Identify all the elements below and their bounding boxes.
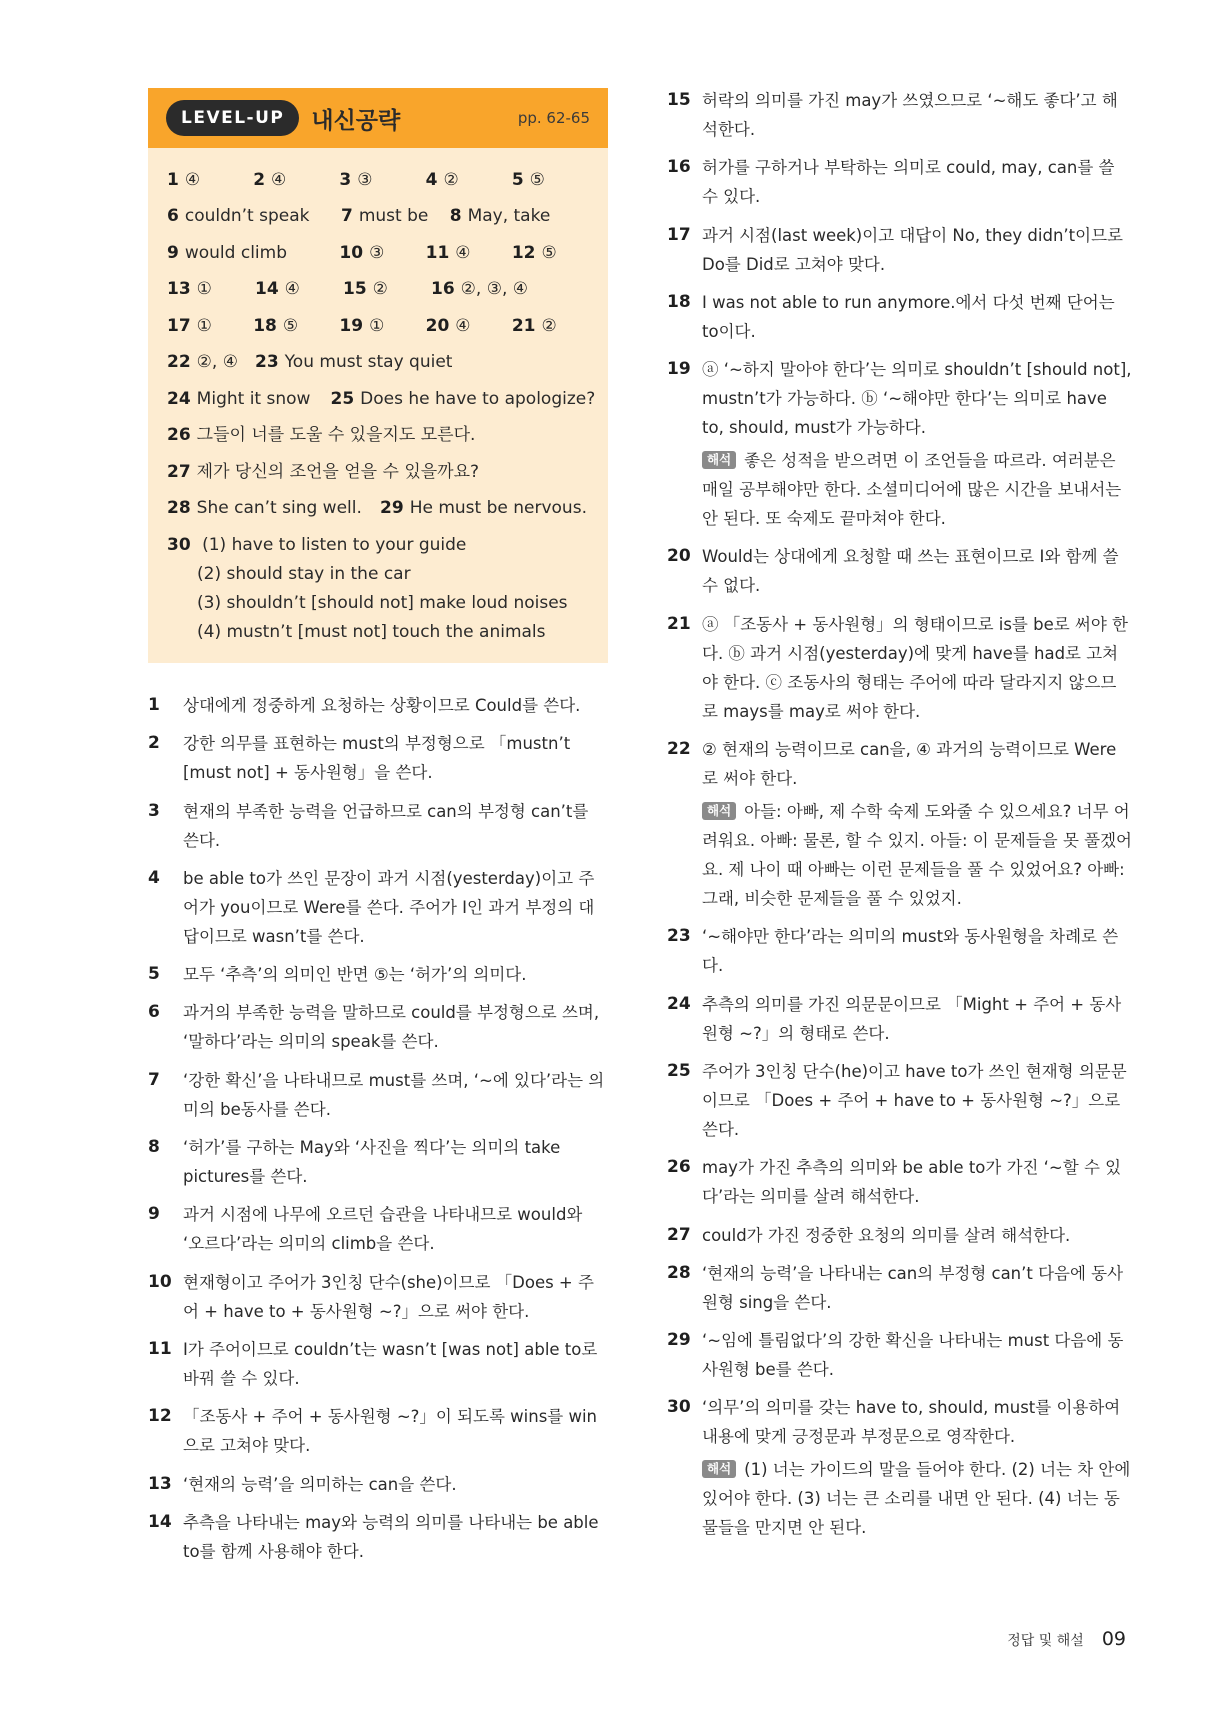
explanation-item: [148, 1066, 608, 1124]
explanation-item: [667, 542, 1132, 600]
explanation-text: may가 가진 추측의 의미와 be able to가 가진 ‘~할 수 있다’라는 의미를 살려 해석한다.: [702, 1158, 1122, 1207]
page-number: 09: [1101, 1628, 1126, 1650]
answer-number: 13: [167, 279, 191, 300]
answer-item: [512, 242, 598, 265]
explanation-number: 1: [148, 695, 160, 715]
explanation-text: ‘~임에 틀림없다’의 강한 확신을 나타내는 must 다음에 동사원형 be를 쓴다.: [702, 1331, 1124, 1380]
explanation-body: [702, 990, 1132, 1048]
translation-note: [702, 1455, 1132, 1542]
explanation-number: 4: [148, 867, 160, 888]
right-column: [667, 86, 1132, 1552]
answer-text: ③: [369, 242, 385, 263]
answer-item: [167, 169, 253, 192]
answer-text: ②, ③, ④: [460, 279, 529, 300]
explanation-item: [148, 1508, 608, 1566]
explanation-number: 11: [148, 1338, 172, 1359]
answer-item: [450, 205, 598, 228]
explanation-text: 상대에게 정중하게 요청하는 상황이므로 Could를 쓴다.: [183, 696, 581, 715]
translation-note: [702, 797, 1132, 913]
explanation-text: 과거 시점에 나무에 오르던 습관을 나타내므로 would와 ‘오르다’라는 의미의 climb을 쓴다.: [183, 1205, 583, 1254]
explanation-item: [667, 86, 1132, 144]
answer-text: ⑤: [529, 169, 545, 190]
explanation-item: [667, 1326, 1132, 1384]
answer-item: [167, 388, 330, 411]
answer-item: [167, 461, 597, 484]
explanation-body: [183, 1200, 608, 1258]
explanation-body: [702, 1326, 1132, 1384]
answer-row: [167, 235, 598, 272]
answer-item: [426, 169, 512, 192]
explanation-body: [702, 221, 1132, 279]
answer-number: 7: [340, 206, 353, 227]
answer-number: 29: [380, 498, 404, 519]
footer-label: 정답 및 해설: [1007, 1633, 1084, 1649]
answer-number: 11: [425, 242, 450, 263]
translation-text: (1) 너는 가이드의 말을 들어야 한다. (2) 너는 차 안에 있어야 한다. (3) 너는 큰 소리를 내면 안 된다. (4) 너는 동물들을 만지면 안 된다.: [702, 1460, 1131, 1538]
translation-text: 아들: 아빠, 제 수학 숙제 도와줄 수 있으세요? 너무 어려워요. 아빠: 물론, 할 수 있지. 아들: 이 문제들을 못 풀겠어요. 제 나이 때 아빠는 이런 문제들을 풀 수 있었어요? 아빠: 그래, 비슷한 문제들을 풀 수 있었지.: [702, 802, 1132, 909]
explanation-body: [702, 288, 1132, 346]
answer-text: You must stay quiet: [284, 352, 453, 373]
explanation-body: [183, 1268, 608, 1326]
answer-text: She can’t sing well.: [196, 498, 362, 519]
explanation-body: [702, 922, 1132, 980]
answer-text: ①: [369, 315, 385, 336]
explanation-item: [667, 1221, 1132, 1250]
explanation-number: 2: [148, 733, 160, 754]
answer-item: [255, 278, 343, 301]
explanation-number: 12: [148, 1406, 172, 1427]
explanation-item: [667, 288, 1132, 346]
explanation-text: Would는 상대에게 요청할 때 쓰는 표현이므로 I와 함께 쓸 수 없다.: [702, 547, 1119, 596]
answer-text: ④: [184, 169, 201, 190]
answer-row: [167, 381, 598, 418]
explanation-text: 허가를 구하거나 부탁하는 의미로 could, may, can를 쓸 수 있다.: [702, 158, 1115, 207]
answer-text: ④: [455, 315, 471, 336]
answer-number: 21: [511, 315, 536, 336]
explanation-item: [148, 1402, 608, 1460]
answer-item: [339, 315, 425, 338]
answer-text: Might it snow: [196, 388, 311, 409]
answer-text: May, take: [467, 206, 551, 227]
explanation-item: [667, 355, 1132, 533]
explanation-number: 10: [148, 1271, 172, 1292]
answer-text: ④: [284, 279, 300, 300]
explanation-text: could가 가진 정중한 요청의 의미를 살려 해석한다.: [702, 1225, 1071, 1245]
answer-number: 14: [255, 279, 279, 300]
answer-row: [167, 418, 598, 455]
explanation-body: [702, 542, 1132, 600]
answer-item: [380, 497, 598, 520]
explanation-body: [183, 797, 608, 855]
explanation-item: [148, 1268, 608, 1326]
explanation-text: ⓐ 「조동사 + 동사원형」의 형태이므로 is를 be로 써야 한다. ⓑ 과거 시점(yesterday)에 맞게 have를 had로 고쳐야 한다. ⓒ 조동사의 형태는 주어에 따라 달라지지 않으므로 mays를 may로 써야 한다.: [702, 614, 1128, 721]
explanation-text: 주어가 3인칭 단수(he)이고 have to가 쓰인 현재형 의문문이므로 「Does + 주어 + have to + 동사원형 ~?」으로 쓴다.: [702, 1061, 1127, 1139]
translation-tag: 해석: [702, 1460, 736, 1478]
answer-number: 8: [449, 206, 462, 227]
answer-text: ④: [271, 169, 287, 190]
answer-item: [512, 169, 598, 192]
answer-number: 5: [511, 169, 524, 190]
answer-rows: [167, 162, 598, 527]
answer-item: [167, 278, 255, 301]
answer-row: [167, 272, 598, 309]
explanation-item: [667, 990, 1132, 1048]
answer-number: 18: [253, 315, 277, 336]
explanation-text: ‘의무’의 의미를 갖는 have to, should, must를 이용하여 내용에 맞게 긍정문과 부정문으로 영작한다.: [702, 1398, 1121, 1447]
answer-item: [426, 242, 512, 265]
answer-item: [167, 205, 341, 228]
answer-text: couldn’t speak: [184, 206, 310, 227]
answer-item: [167, 497, 380, 520]
explanation-text: 과거 시점(last week)이고 대답이 No, they didn’t이므로 Do를 Did로 고쳐야 맞다.: [702, 225, 1123, 274]
explanation-text: 추측의 의미를 가진 의문문이므로 「Might + 주어 + 동사원형 ~?」의 형태로 쓴다.: [702, 994, 1122, 1043]
answer-item: [255, 351, 555, 374]
level-up-badge: LEVEL-UP: [166, 100, 299, 136]
explanation-item: [667, 221, 1132, 279]
answer-text: ⑤: [541, 242, 557, 263]
explanation-number: 21: [667, 613, 691, 634]
explanation-item: [667, 922, 1132, 980]
translation-text: 좋은 성적을 받으려면 이 조언들을 따르라. 여러분은 매일 공부해야만 한다. 소셜미디어에 많은 시간을 보내서는 안 된다. 또 숙제도 끝마쳐야 한다.: [702, 451, 1122, 529]
answer-number: 12: [511, 242, 536, 263]
explanation-body: [702, 86, 1132, 144]
explanation-text: be able to가 쓰인 문장이 과거 시점(yesterday)이고 주어가 you이므로 Were를 쓴다. 주어가 I인 과거 부정의 대답이므로 wasn’t를 쓴다.: [183, 868, 595, 946]
explanation-text: 추측을 나타내는 may와 능력의 의미를 나타내는 be able to를 함께 사용해야 한다.: [183, 1512, 599, 1561]
answer-row: [167, 162, 598, 199]
answer-number: 15: [343, 279, 367, 300]
answer-item: [426, 315, 512, 338]
answer-item: [253, 315, 339, 338]
explanation-item: [148, 960, 608, 989]
answer-number: 28: [167, 498, 191, 519]
answer-number: 2: [253, 169, 266, 190]
answer-row: [167, 345, 598, 382]
answer-item: [167, 315, 253, 338]
explanation-number: 27: [667, 1224, 691, 1245]
explanation-text: I가 주어이므로 couldn’t는 wasn’t [was not] able to로 바꿔 쓸 수 있다.: [183, 1339, 598, 1388]
answer-30-line-1: [167, 531, 598, 560]
explanation-number: 16: [667, 157, 691, 178]
answer-text: ①: [196, 279, 212, 300]
explanation-number: 30: [667, 1397, 691, 1418]
explanation-text: 과거의 부족한 능력을 말하므로 could를 부정형으로 쓰며, ‘말하다’라는 의미의 speak를 쓴다.: [183, 1003, 600, 1052]
answer-item: [343, 278, 431, 301]
explanation-body: [702, 355, 1132, 533]
explanation-body: [702, 610, 1132, 726]
answer-text: 제가 당신의 조언을 얻을 수 있을까요?: [196, 461, 480, 482]
explanation-text: ‘현재의 능력’을 의미하는 can을 쓴다.: [183, 1474, 457, 1494]
answer-item: [330, 388, 598, 411]
answer-text: ①: [196, 315, 212, 336]
explanation-body: [183, 1402, 608, 1460]
answer-30-line-2: (2) should stay in the car: [197, 564, 411, 584]
answer-item: [431, 278, 581, 301]
explanation-item: [667, 1153, 1132, 1211]
answer-30-line-3: (3) shouldn’t [should not] make loud noises: [197, 593, 568, 613]
explanation-text: 모두 ‘추측’의 의미인 반면 ⑤는 ‘허가’의 의미다.: [183, 965, 527, 985]
explanation-item: [148, 691, 608, 720]
explanation-body: [702, 1057, 1132, 1144]
explanation-item: [667, 153, 1132, 211]
explanation-number: 6: [148, 1002, 160, 1023]
explanation-item: [148, 1200, 608, 1258]
explanation-number: 19: [667, 359, 691, 380]
translation-tag: 해석: [702, 451, 736, 469]
answer-text: ②: [372, 279, 388, 300]
answer-text: ②: [541, 315, 557, 336]
explanation-number: 8: [148, 1137, 160, 1158]
explanation-number: 5: [148, 964, 160, 985]
explanation-body: [702, 735, 1132, 913]
answer-number: 20: [425, 315, 450, 336]
answer-row: [167, 199, 598, 236]
answer-number: 24: [167, 388, 191, 409]
answer-text: Does he have to apologize?: [360, 388, 596, 409]
explanation-text: ⓐ ‘~하지 말아야 한다’는 의미로 shouldn’t [should not], mustn’t가 가능하다. ⓑ ‘~해야만 한다’는 의미로 have to, should, must가 가능하다.: [702, 360, 1132, 438]
explanation-item: [667, 735, 1132, 913]
answer-item: [167, 424, 597, 447]
explanation-number: 26: [667, 1157, 691, 1178]
explanation-body: [702, 1221, 1132, 1250]
answer-item: [512, 315, 598, 338]
answer-number: 10: [339, 242, 364, 263]
explanation-body: [183, 729, 608, 787]
answer-text: He must be nervous.: [409, 498, 587, 519]
explanation-text: ② 현재의 능력이므로 can을, ④ 과거의 능력이므로 Were로 써야 한다.: [702, 740, 1117, 789]
explanation-number: 15: [667, 90, 691, 110]
answer-number: 4: [425, 169, 438, 190]
explanation-text: ‘허가’를 구하는 May와 ‘사진을 찍다’는 의미의 take pictures를 쓴다.: [183, 1138, 561, 1187]
answer-30-text-1: (1) have to listen to your guide: [202, 535, 467, 555]
answer-box: [148, 148, 608, 663]
answer-item: [339, 169, 425, 192]
answer-number: 17: [167, 315, 191, 336]
level-up-banner: [148, 88, 608, 148]
answer-number: 19: [339, 315, 364, 336]
explanation-text: ‘~해야만 한다’라는 의미의 must와 동사원형을 차례로 쓴다.: [702, 927, 1119, 976]
explanation-text: ‘현재의 능력’을 나타내는 can의 부정형 can’t 다음에 동사원형 sing을 쓴다.: [702, 1263, 1124, 1312]
answer-number: 25: [330, 388, 355, 409]
explanation-body: [183, 1066, 608, 1124]
answer-number: 30: [167, 535, 191, 555]
answer-text: ②: [443, 169, 459, 190]
explanation-number: 23: [667, 926, 691, 947]
explanation-number: 18: [667, 291, 691, 312]
explanation-item: [148, 797, 608, 855]
explanation-number: 13: [148, 1473, 172, 1494]
explanation-number: 17: [667, 224, 691, 245]
page-range: pp. 62-65: [517, 109, 590, 127]
answer-row: [167, 454, 598, 491]
explanation-body: [183, 1508, 608, 1566]
answer-number: 9: [167, 242, 179, 263]
answer-text: ②, ④: [196, 352, 238, 373]
left-column: [148, 88, 608, 1575]
answer-item: [253, 169, 339, 192]
explanation-item: [148, 729, 608, 787]
explanation-item: [148, 1335, 608, 1393]
answer-number: 22: [167, 352, 191, 373]
section-title: 내신공략: [311, 107, 401, 134]
explanation-body: [702, 1393, 1132, 1542]
answer-text: must be: [358, 206, 429, 227]
answer-number: 26: [167, 425, 191, 446]
answer-number: 23: [255, 352, 279, 373]
explanation-item: [148, 1470, 608, 1499]
answer-number: 6: [167, 206, 179, 227]
answer-item: [341, 205, 450, 228]
answer-number: 27: [167, 461, 191, 482]
answer-text: ④: [455, 242, 471, 263]
explanation-number: 29: [667, 1330, 691, 1351]
explanation-item: [148, 864, 608, 951]
explanation-number: 9: [148, 1204, 160, 1225]
explanation-body: [183, 998, 608, 1056]
explanation-item: [148, 1133, 608, 1191]
explanation-text: 현재형이고 주어가 3인칭 단수(she)이므로 「Does + 주어 + have to + 동사원형 ~?」으로 써야 한다.: [183, 1272, 594, 1321]
answer-30-line-4: (4) mustn’t [must not] touch the animals: [197, 622, 546, 642]
explanation-number: 22: [667, 739, 691, 760]
answer-item: [339, 242, 425, 265]
explanation-body: [183, 1335, 608, 1393]
explanation-number: 7: [148, 1069, 160, 1090]
explanation-number: 14: [148, 1511, 172, 1532]
left-explanations: [148, 691, 608, 1566]
explanation-number: 28: [667, 1262, 691, 1283]
answer-text: 그들이 너를 도울 수 있을지도 모른다.: [196, 425, 476, 446]
explanation-number: 20: [667, 546, 691, 567]
explanation-item: [148, 998, 608, 1056]
explanation-body: [183, 864, 608, 951]
explanation-text: 현재의 부족한 능력을 언급하므로 can의 부정형 can’t를 쓴다.: [183, 801, 589, 850]
explanation-body: [183, 960, 608, 989]
explanation-item: [667, 1393, 1132, 1542]
answer-item: [167, 242, 339, 265]
explanation-item: [667, 1259, 1132, 1317]
explanation-body: [702, 153, 1132, 211]
answer-number: 3: [339, 169, 352, 190]
answer-row: [167, 491, 598, 528]
explanation-text: ‘강한 확신’을 나타내므로 must를 쓰며, ‘~에 있다’라는 의미의 be동사를 쓴다.: [183, 1070, 605, 1119]
explanation-body: [183, 1470, 608, 1499]
answer-30: [167, 531, 598, 647]
answer-text: would climb: [184, 242, 287, 263]
explanation-body: [702, 1259, 1132, 1317]
explanation-body: [702, 1153, 1132, 1211]
answer-number: 16: [431, 279, 455, 300]
explanation-text: 「조동사 + 주어 + 동사원형 ~?」이 되도록 wins를 win으로 고쳐야 맞다.: [183, 1407, 598, 1456]
explanation-text: I was not able to run anymore.에서 다섯 번째 단어는 to이다.: [702, 292, 1115, 341]
footer: [1007, 1628, 1126, 1650]
translation-tag: 해석: [702, 802, 736, 820]
explanation-body: [183, 1133, 608, 1191]
explanation-text: 허락의 의미를 가진 may가 쓰였으므로 ‘~해도 좋다’고 해석한다.: [702, 91, 1118, 139]
explanation-number: 25: [667, 1060, 691, 1081]
explanation-body: [183, 691, 608, 720]
explanation-item: [667, 610, 1132, 726]
translation-note: [702, 446, 1132, 533]
answer-text: ③: [357, 169, 373, 190]
explanation-number: 3: [148, 800, 160, 821]
explanation-item: [667, 1057, 1132, 1144]
explanation-text: 강한 의무를 표현하는 must의 부정형으로 「mustn’t [must not] + 동사원형」을 쓴다.: [183, 734, 571, 783]
answer-number: 1: [167, 169, 179, 190]
explanation-number: 24: [667, 993, 691, 1014]
answer-item: [167, 351, 255, 374]
answer-row: [167, 308, 598, 345]
answer-text: ⑤: [282, 315, 299, 336]
